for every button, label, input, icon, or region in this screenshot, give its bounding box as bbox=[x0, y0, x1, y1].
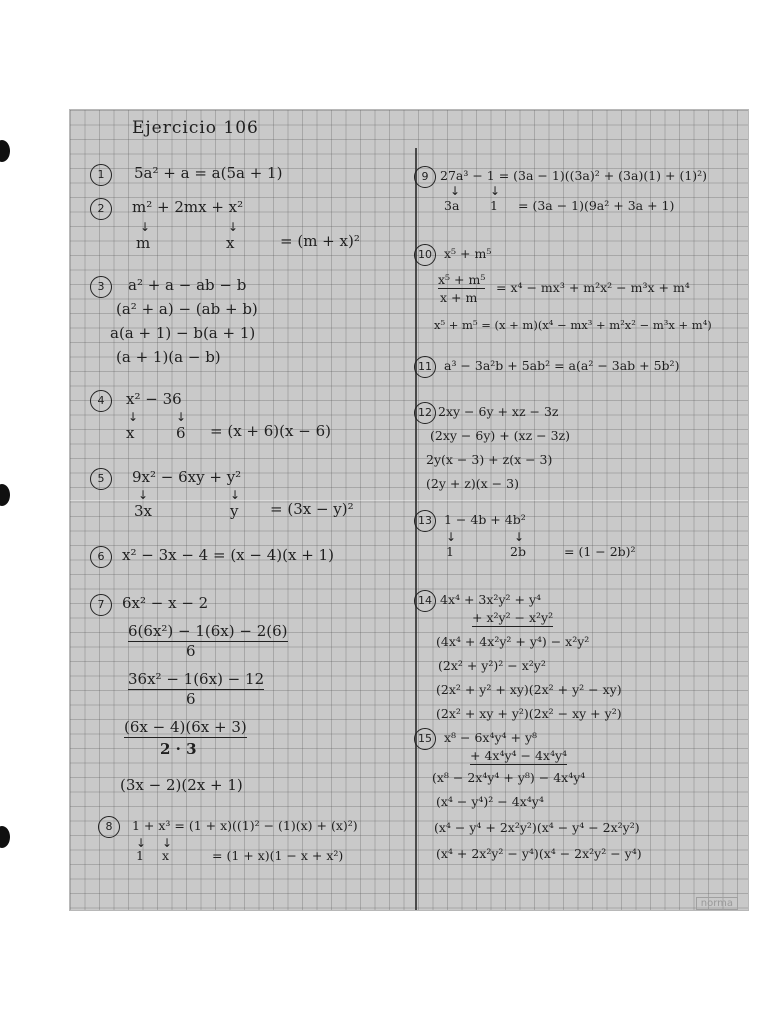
exercise-line: + 4x⁴y⁴ − 4x⁴y⁴ bbox=[470, 748, 568, 763]
exercise-line: 6x² − x − 2 bbox=[122, 594, 209, 612]
root-term: m bbox=[136, 234, 151, 252]
exercise-result: (3x − 2)(2x + 1) bbox=[120, 776, 243, 794]
arrow-down-icon: ↓ bbox=[136, 836, 147, 850]
binder-hole-bottom bbox=[0, 826, 10, 848]
exercise-line: (x⁴ − y⁴ + 2x²y²)(x⁴ − y⁴ − 2x²y²) bbox=[434, 820, 640, 835]
root-term: 1 bbox=[490, 198, 498, 213]
root-term: 2b bbox=[510, 544, 526, 559]
exercise-line: x⁸ − 6x⁴y⁴ + y⁸ bbox=[444, 730, 538, 745]
exercise-line: (2x² + y²)² − x²y² bbox=[438, 658, 546, 673]
result: = (1 + x)(1 − x + x²) bbox=[212, 848, 344, 863]
exercise-line: (2x² + y² + xy)(2x² + y² − xy) bbox=[436, 682, 622, 697]
exercise-line: 1 + x³ = (1 + x)((1)² − (1)(x) + (x)²) bbox=[132, 818, 358, 833]
root-term: x bbox=[162, 848, 170, 863]
arrow-down-icon: ↓ bbox=[490, 184, 501, 198]
arrow-down-icon: ↓ bbox=[128, 410, 139, 424]
exercise-number: 12 bbox=[414, 402, 436, 424]
root-term: x bbox=[126, 424, 135, 442]
exercise-line: a(a + 1) − b(a + 1) bbox=[110, 324, 256, 342]
exercise-line: (4x⁴ + 4x²y² + y⁴) − x²y² bbox=[436, 634, 590, 649]
root-term: y bbox=[230, 502, 239, 520]
fraction-numerator: 36x² − 1(6x) − 12 bbox=[128, 670, 265, 688]
exercise-line: m² + 2mx + x² bbox=[132, 198, 244, 216]
exercise-line: 1 − 4b + 4b² bbox=[444, 512, 526, 527]
fraction-numerator: 6(6x²) − 1(6x) − 2(6) bbox=[128, 622, 288, 640]
fraction-numerator: x⁵ + m⁵ bbox=[438, 272, 486, 287]
exercise-number: 6 bbox=[90, 546, 112, 568]
paper-fold bbox=[70, 500, 748, 501]
root-term: x bbox=[226, 234, 235, 252]
result: = (1 − 2b)² bbox=[564, 544, 636, 559]
result: = (3a − 1)(9a² + 3a + 1) bbox=[518, 198, 675, 213]
fraction-denominator: 6 bbox=[186, 690, 196, 708]
exercise-number: 15 bbox=[414, 728, 436, 750]
exercise-result: x⁵ + m⁵ = (x + m)(x⁴ − mx³ + m²x² − m³x + m⁴) bbox=[434, 318, 712, 332]
exercise-line: (2y + z)(x − 3) bbox=[426, 476, 519, 491]
fraction-numerator: (6x − 4)(6x + 3) bbox=[124, 718, 247, 736]
exercise-number: 1 bbox=[90, 164, 112, 186]
exercise-number: 4 bbox=[90, 390, 112, 412]
root-term: 6 bbox=[176, 424, 186, 442]
exercise-number: 13 bbox=[414, 510, 436, 532]
exercise-line: 9x² − 6xy + y² bbox=[132, 468, 242, 486]
exercise-line: (x⁸ − 2x⁴y⁴ + y⁸) − 4x⁴y⁴ bbox=[432, 770, 586, 785]
page-title: Ejercicio 106 bbox=[132, 118, 259, 138]
exercise-line: a² + a − ab − b bbox=[128, 276, 247, 294]
paper-brand-stamp: norma bbox=[696, 897, 738, 910]
root-term: 3a bbox=[444, 198, 460, 213]
exercise-line: 2xy − 6y + xz − 3z bbox=[438, 404, 559, 419]
arrow-down-icon: ↓ bbox=[138, 488, 149, 502]
arrow-down-icon: ↓ bbox=[446, 530, 457, 544]
exercise-number: 9 bbox=[414, 166, 436, 188]
arrow-down-icon: ↓ bbox=[140, 220, 151, 234]
result: = (x + 6)(x − 6) bbox=[210, 422, 331, 440]
exercise-line: (a² + a) − (ab + b) bbox=[116, 300, 258, 318]
exercise-line: (2x² + xy + y²)(2x² − xy + y²) bbox=[436, 706, 622, 721]
exercise-line: 5a² + a = a(5a + 1) bbox=[134, 164, 283, 182]
arrow-down-icon: ↓ bbox=[230, 488, 241, 502]
arrow-down-icon: ↓ bbox=[450, 184, 461, 198]
result: = (m + x)² bbox=[280, 232, 360, 250]
arrow-down-icon: ↓ bbox=[162, 836, 173, 850]
exercise-number: 3 bbox=[90, 276, 112, 298]
binder-hole-top bbox=[0, 140, 10, 162]
root-term: 3x bbox=[134, 502, 153, 520]
exercise-line: 27a³ − 1 = (3a − 1)((3a)² + (3a)(1) + (1)²) bbox=[440, 168, 708, 183]
exercise-line: (2xy − 6y) + (xz − 3z) bbox=[430, 428, 571, 443]
exercise-number: 2 bbox=[90, 198, 112, 220]
exercise-line: (x⁴ + 2x²y² − y⁴)(x⁴ − 2x²y² − y⁴) bbox=[436, 846, 642, 861]
root-term: 1 bbox=[136, 848, 144, 863]
exercise-number: 5 bbox=[90, 468, 112, 490]
fraction-denominator: 2 · 3 bbox=[160, 740, 197, 758]
root-term: 1 bbox=[446, 544, 454, 559]
exercise-line: 4x⁴ + 3x²y² + y⁴ bbox=[440, 592, 542, 607]
exercise-line: (a + 1)(a − b) bbox=[116, 348, 221, 366]
exercise-number: 7 bbox=[90, 594, 112, 616]
exercise-line: x² − 3x − 4 = (x − 4)(x + 1) bbox=[122, 546, 334, 564]
binder-hole-middle bbox=[0, 484, 10, 506]
exercise-line: 2y(x − 3) + z(x − 3) bbox=[426, 452, 553, 467]
exercise-line: x² − 36 bbox=[126, 390, 182, 408]
exercise-line: (x⁴ − y⁴)² − 4x⁴y⁴ bbox=[436, 794, 544, 809]
exercise-line: + x²y² − x²y² bbox=[472, 610, 554, 625]
exercise-number: 8 bbox=[98, 816, 120, 838]
exercise-number: 14 bbox=[414, 590, 436, 612]
result: = (3x − y)² bbox=[270, 500, 354, 518]
fraction-denominator: 6 bbox=[186, 642, 196, 660]
arrow-down-icon: ↓ bbox=[514, 530, 525, 544]
exercise-number: 10 bbox=[414, 244, 436, 266]
exercise-number: 11 bbox=[414, 356, 436, 378]
exercise-line: a³ − 3a²b + 5ab² = a(a² − 3ab + 5b²) bbox=[444, 358, 680, 373]
exercise-line: x⁵ + m⁵ bbox=[444, 246, 492, 261]
graph-paper-sheet bbox=[70, 110, 748, 910]
arrow-down-icon: ↓ bbox=[228, 220, 239, 234]
arrow-down-icon: ↓ bbox=[176, 410, 187, 424]
fraction-result: = x⁴ − mx³ + m²x² − m³x + m⁴ bbox=[496, 280, 690, 295]
fraction-denominator: x + m bbox=[440, 290, 478, 305]
